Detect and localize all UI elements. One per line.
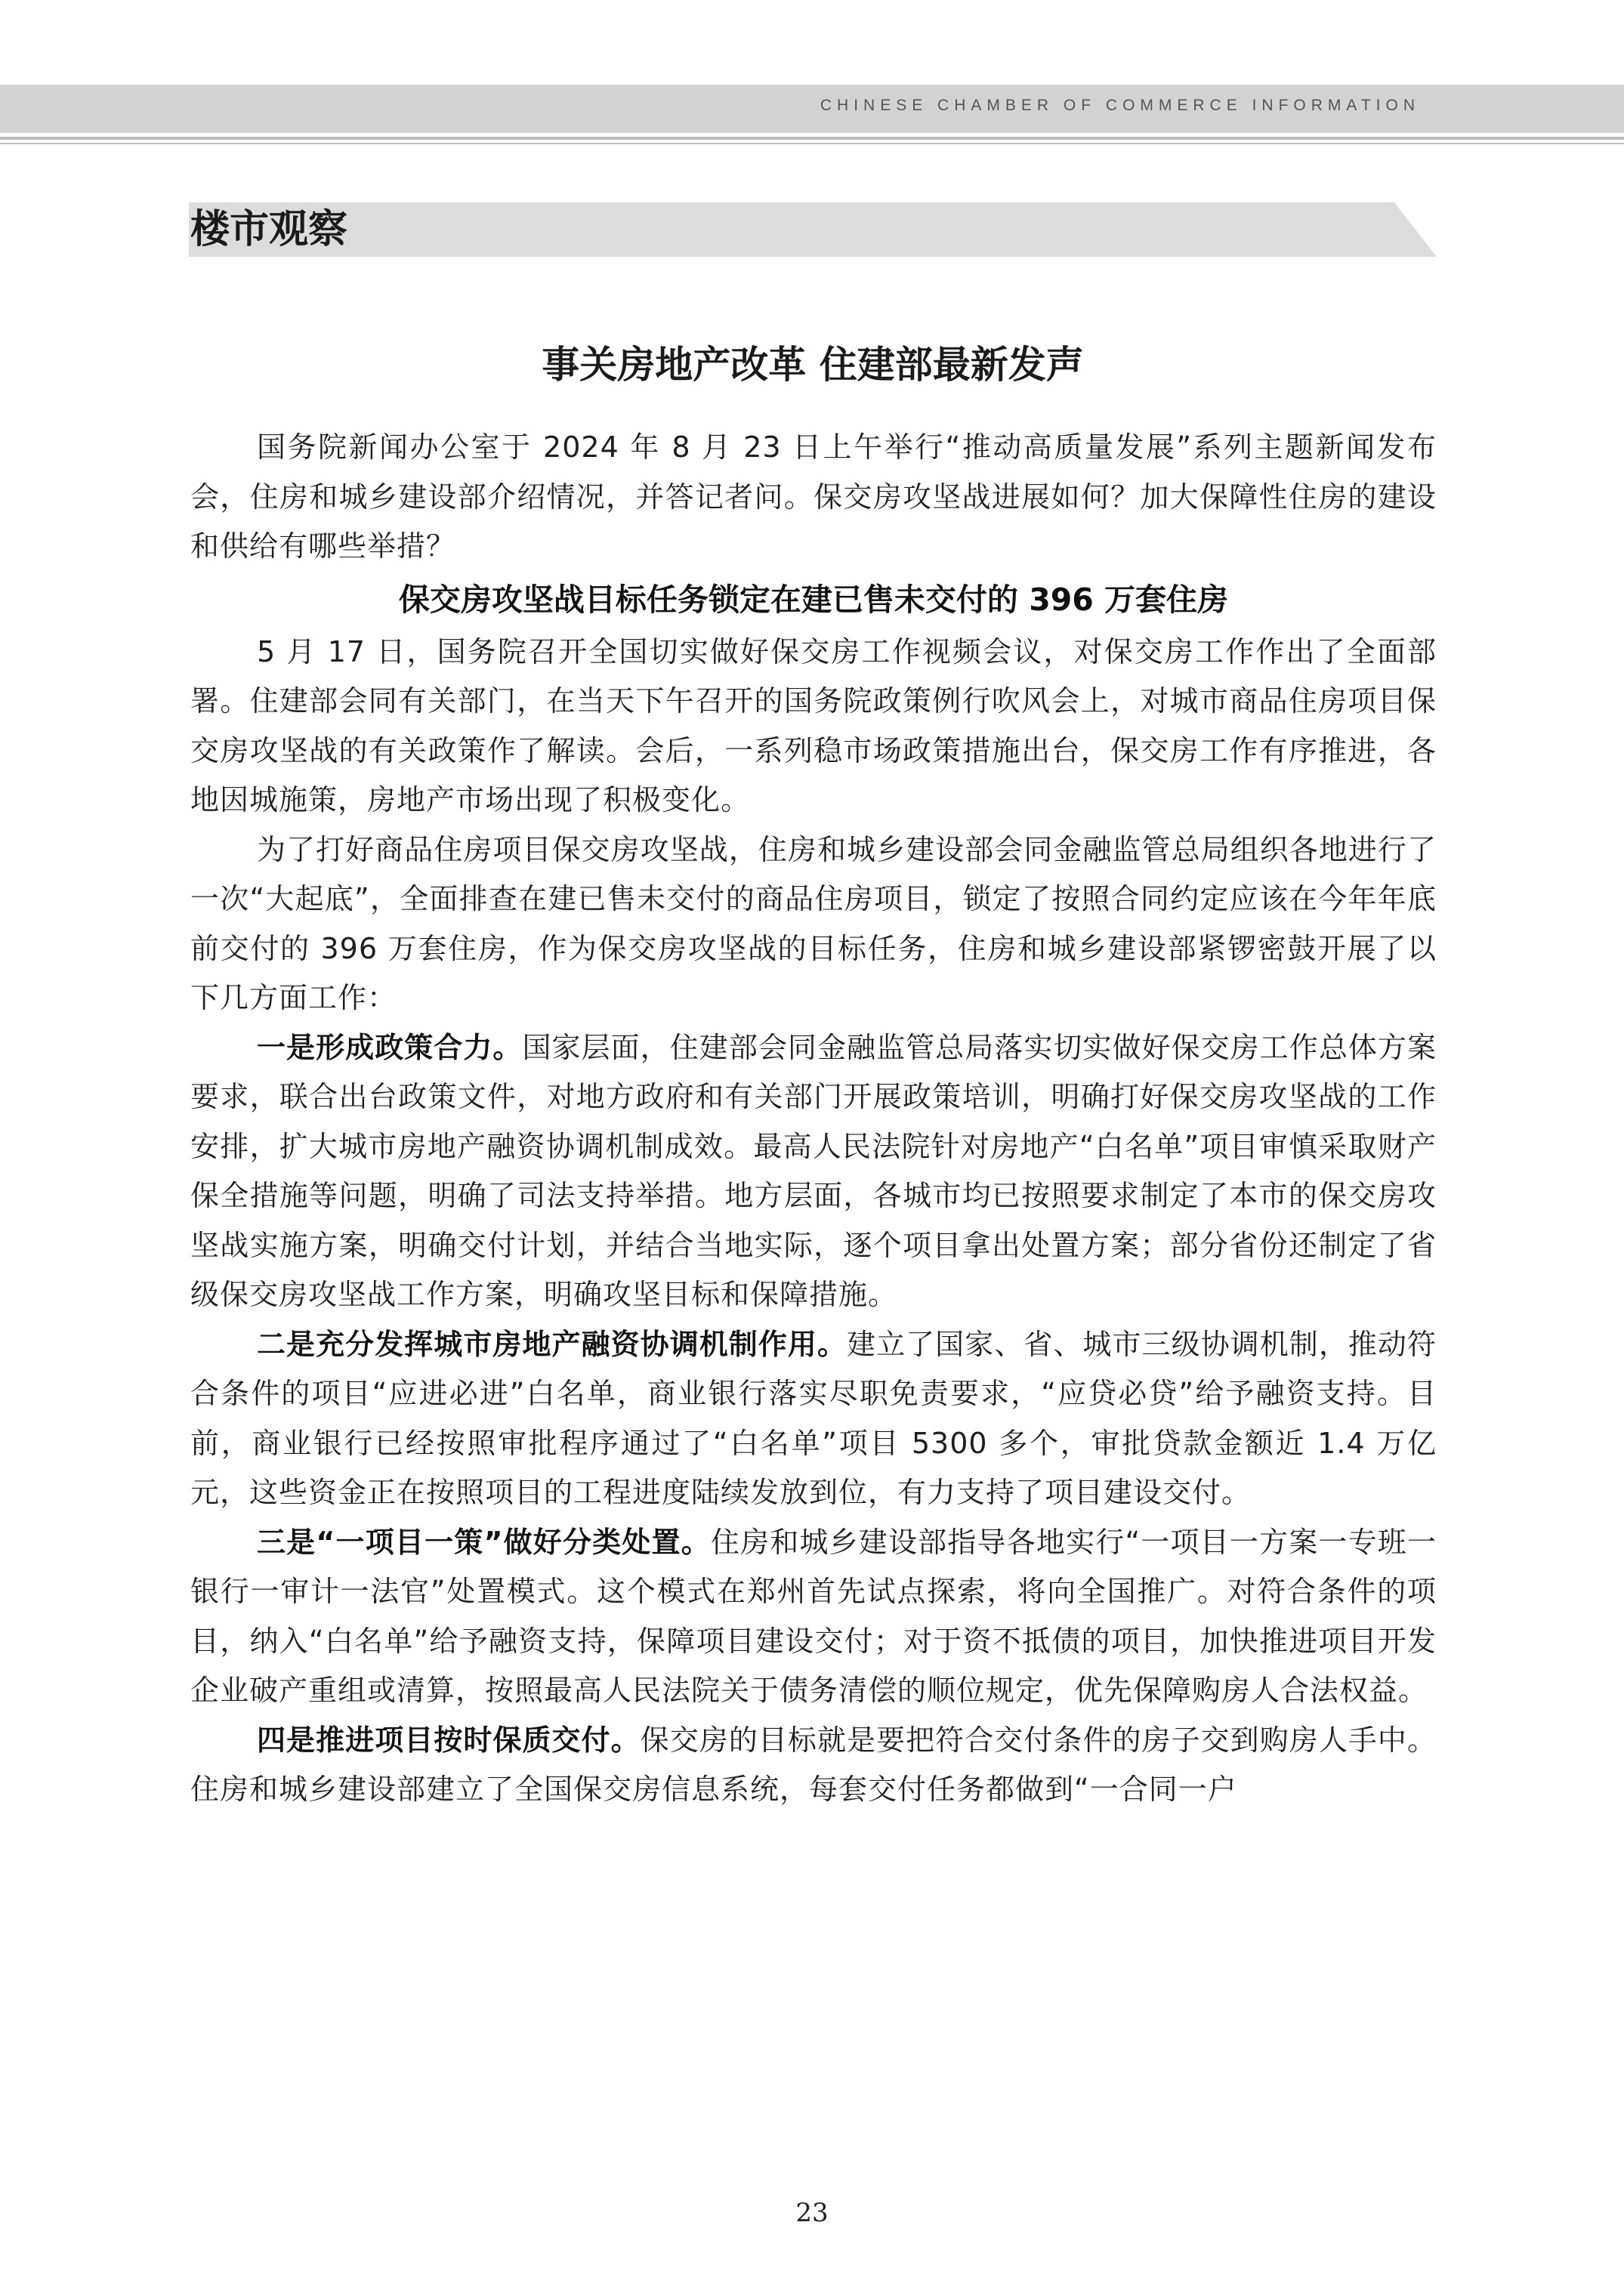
header-rule [0, 137, 1624, 140]
point-paragraph-1 [190, 1023, 1437, 1320]
point-lead-4: 四是推进项目按时保质交付。 [257, 1723, 641, 1757]
point-lead-3: 三是“一项目一策”做好分类处置。 [257, 1525, 711, 1559]
article-title: 事关房地产改革 住建部最新发声 [542, 343, 1084, 387]
point-paragraph-2 [190, 1320, 1437, 1518]
point-paragraph-3 [190, 1518, 1437, 1716]
point-lead-1: 一是形成政策合力。 [257, 1030, 523, 1064]
point-text-3: 住房和城乡建设部指导各地实行“一项目一方案一专班一银行一审计一法官”处置模式。这个模式在郑州首先试点探索，将向全国推广。对符合条件的项目，纳入“白名单”给予融资支持，保障项目建设交付；对于资不抵债的项目，加快推进项目开发企业破产重组或清算，按照最高人民法院关于债务清偿的顺位规定，优先保障购房人合法权益。 [190, 1525, 1437, 1707]
point-lead-2: 二是充分发挥城市房地产融资协调机制作用。 [257, 1327, 848, 1361]
running-header-title: CHINESE CHAMBER OF COMMERCE INFORMATION [820, 97, 1420, 114]
point-text-1: 国家层面，住建部会同金融监管总局落实切实做好保交房工作总体方案要求，联合出台政策文件，对地方政府和有关部门开展政策培训，明确打好保交房攻坚战的工作安排，扩大城市房地产融资协调机制成效。最高人民法院针对房地产“白名单”项目审慎采取财产保全措施等问题，明确了司法支持举措。地方层面，各城市均已按照要求制定了本市的保交房攻坚战实施方案，明确交付计划，并结合当地实际，逐个项目拿出处置方案；部分省份还制定了省级保交房攻坚战工作方案，明确攻坚目标和保障措施。 [190, 1030, 1437, 1311]
point-text-4: 保交房的目标就是要把符合交付条件的房子交到购房人手中。住房和城乡建设部建立了全国保交房信息系统，每套交付任务都做到“一合同一户 [190, 1723, 1437, 1806]
article-body [190, 423, 1437, 1815]
section-banner [189, 202, 1437, 257]
body-paragraph: 为了打好商品住房项目保交房攻坚战，住房和城乡建设部会同金融监管总局组织各地进行了一次“大起底”，全面排查在建已售未交付的商品住房项目，锁定了按照合同约定应该在今年年底前交付的 396 万套住房，作为保交房攻坚战的目标任务，住房和城乡建设部紧锣密鼓开展了以下几方面工作： [190, 832, 1437, 1014]
body-paragraph: 5 月 17 日，国务院召开全国切实做好保交房工作视频会议，对保交房工作作出了全面部署。住建部会同有关部门，在当天下午召开的国务院政策例行吹风会上，对城市商品住房项目保交房攻坚战的有关政策作了解读。会后，一系列稳市场政策措施出台，保交房工作有序推进，各地因城施策，房地产市场出现了积极变化。 [190, 634, 1437, 816]
point-text-2: 建立了国家、省、城市三级协调机制，推动符合条件的项目“应进必进”白名单，商业银行落实尽职免责要求，“应贷必贷”给予融资支持。目前，商业银行已经按照审批程序通过了“白名单”项目 5300 多个，审批贷款金额近 1.4 万亿元，这些资金正在按照项目的工程进度陆续发放到位，有力支持了项目建设交付。 [190, 1327, 1437, 1509]
header-rule-thin [0, 143, 1624, 144]
article-subheading: 保交房攻坚战目标任务锁定在建已售未交付的 396 万套住房 [398, 581, 1229, 618]
page-number: 23 [795, 2198, 829, 2228]
section-title: 楼市观察 [190, 206, 348, 252]
point-paragraph-4 [190, 1716, 1437, 1815]
intro-paragraph: 国务院新闻办公室于 2024 年 8 月 23 日上午举行“推动高质量发展”系列主题新闻发布会，住房和城乡建设部介绍情况，并答记者问。保交房攻坚战进展如何？加大保障性住房的建设和供给有哪些举措？ [190, 431, 1437, 563]
